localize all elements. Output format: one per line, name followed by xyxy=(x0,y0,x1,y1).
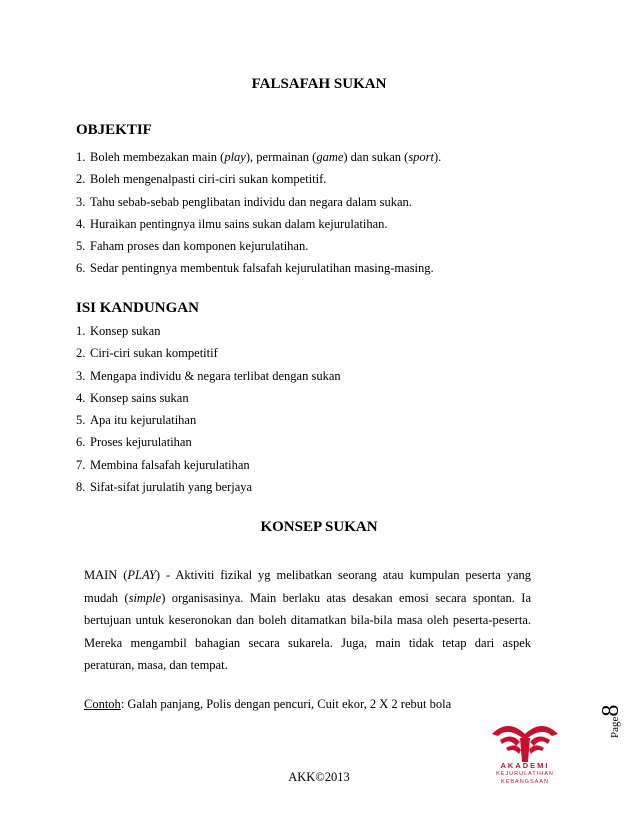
objektif-heading: OBJEKTIF xyxy=(76,122,152,138)
isi-kandungan-item xyxy=(76,342,341,364)
isi-kandungan-item xyxy=(76,409,341,431)
item-number: 3. xyxy=(76,368,86,383)
item-number: 6. xyxy=(76,261,86,276)
text-run: Boleh membezakan main ( xyxy=(90,150,225,164)
isi-kandungan-item xyxy=(76,476,341,498)
text-run: ) - Aktiviti fizikal yg melibatkan seorang atau kumpulan peserta yang mudah ( xyxy=(84,568,531,605)
isi-kandungan-item xyxy=(76,431,341,453)
objektif-item xyxy=(76,213,441,235)
isi-kandungan-list xyxy=(76,320,341,498)
text-run: ) dan sukan ( xyxy=(343,150,409,164)
text-run: Sedar pentingnya membentuk falsafah kejurulatihan masing-masing. xyxy=(90,261,434,276)
objektif-item xyxy=(76,257,441,279)
contoh-line xyxy=(84,697,451,712)
item-text: Konsep sukan xyxy=(90,324,161,338)
isi-kandungan-item xyxy=(76,320,341,342)
isi-kandungan-item xyxy=(76,365,341,387)
item-number: 3. xyxy=(76,194,86,209)
text-run: Tahu sebab-sebab penglibatan individu dan negara dalam sukan. xyxy=(90,194,412,209)
objektif-item xyxy=(76,235,441,257)
item-text: Proses kejurulatihan xyxy=(90,435,192,450)
item-text: Membina falsafah kejurulatihan xyxy=(90,457,250,472)
text-run: ) organisasinya. Main berlaku atas desakan emosi secara spontan. Ia bertujuan untuk keseronokan dan boleh ditamatkan bila-bila masa oleh peserta-peserta. Mereka mengambil bahagian secara sukarela. Juga, main tidak tetap dari aspek peraturan, masa, dan tempat. xyxy=(84,590,532,672)
text-run: MAIN ( xyxy=(84,568,128,582)
objektif-item xyxy=(76,168,441,190)
page-label: Page xyxy=(609,716,621,738)
objektif-item xyxy=(76,146,441,168)
text-run: Boleh mengenalpasti ciri-ciri sukan kompetitif. xyxy=(90,172,327,187)
item-number: 5. xyxy=(76,413,86,428)
italic-term: simple xyxy=(128,590,162,605)
page-number-mark xyxy=(598,680,624,740)
contoh-text: : Galah panjang, Polis dengan pencuri, Cuit ekor, 2 X 2 rebut bola xyxy=(120,697,452,711)
page-number: 8 xyxy=(598,704,624,717)
text-run: Huraikan pentingnya ilmu sains sukan dalam kejurulatihan. xyxy=(90,216,388,231)
isi-kandungan-item xyxy=(76,454,341,476)
logo-line-1: AKADEMI xyxy=(500,761,550,770)
item-number: 2. xyxy=(76,346,86,361)
item-text: Apa itu kejurulatihan xyxy=(90,413,197,428)
italic-term: play xyxy=(224,150,246,164)
item-number: 1. xyxy=(76,150,86,164)
isi-kandungan-item xyxy=(76,387,341,409)
page-title: FALSAFAH SUKAN xyxy=(251,76,387,92)
akk-logo-emblem-icon xyxy=(486,720,564,764)
item-text: Mengapa individu & negara terlibat dengan sukan xyxy=(90,368,341,383)
text-run: Faham proses dan komponen kejurulatihan. xyxy=(90,239,309,254)
objektif-item xyxy=(76,191,441,213)
italic-term: PLAY xyxy=(127,568,156,582)
item-number: 8. xyxy=(76,480,86,495)
item-text: Ciri-ciri sukan kompetitif xyxy=(90,346,218,361)
item-number: 5. xyxy=(76,239,86,254)
konsep-sukan-heading: KONSEP SUKAN xyxy=(260,519,378,535)
logo-line-2: KEJURULATIHAN xyxy=(496,771,554,777)
text-run: ). xyxy=(434,150,442,164)
logo-line-3: KEBANGSAAN xyxy=(501,779,549,785)
item-number: 7. xyxy=(76,457,86,472)
objektif-list xyxy=(76,146,441,280)
item-text: Sifat-sifat jurulatih yang berjaya xyxy=(90,480,253,495)
italic-term: game xyxy=(316,150,344,164)
item-number: 2. xyxy=(76,172,86,187)
item-number: 4. xyxy=(76,216,86,231)
isi-kandungan-heading: ISI KANDUNGAN xyxy=(76,300,199,316)
item-number: 4. xyxy=(76,390,86,405)
item-number: 1. xyxy=(76,324,86,338)
text-run: ), permainan ( xyxy=(245,150,317,164)
footer-copyright: AKK©2013 xyxy=(288,770,350,784)
main-definition-paragraph xyxy=(84,564,531,677)
italic-term: sport xyxy=(408,150,435,164)
contoh-label: Contoh xyxy=(84,697,121,711)
item-number: 6. xyxy=(76,435,86,450)
item-text: Konsep sains sukan xyxy=(90,390,189,405)
